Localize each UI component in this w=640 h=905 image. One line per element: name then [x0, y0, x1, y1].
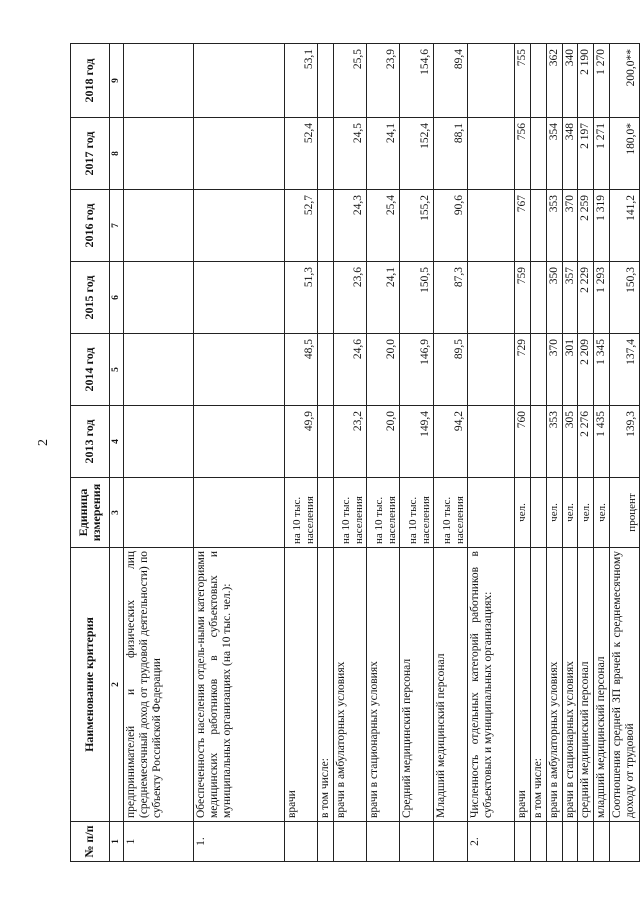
value-cell: 2 197 [578, 118, 594, 190]
row-number [594, 822, 610, 862]
value-cell: 25,5 [333, 44, 366, 118]
value-cell: 1 271 [594, 118, 610, 190]
value-cell: 767 [514, 190, 530, 262]
value-cell: 150,3 [610, 262, 640, 334]
value-cell [124, 406, 194, 478]
column-index: 7 [110, 190, 124, 262]
row-number [578, 822, 594, 862]
criterion-name: в том числе: [530, 548, 546, 822]
unit-cell: чел. [594, 478, 610, 548]
criterion-name: Соотношения средней ЗП врачей к среднемесячному доходу от трудовой [610, 548, 640, 822]
value-cell [467, 334, 514, 406]
value-cell: 20,0 [366, 406, 399, 478]
value-cell: 25,4 [366, 190, 399, 262]
criterion-name: врачи [514, 548, 530, 822]
value-cell [194, 262, 285, 334]
column-index: 2 [110, 548, 124, 822]
value-cell: 370 [562, 190, 578, 262]
value-cell [318, 44, 334, 118]
value-cell [318, 118, 334, 190]
value-cell: 1 345 [594, 334, 610, 406]
header-cell: 2013 год [71, 406, 110, 478]
row-number [433, 822, 467, 862]
value-cell [467, 262, 514, 334]
row-number [333, 822, 366, 862]
value-cell: 24,3 [333, 190, 366, 262]
value-cell: 354 [546, 118, 562, 190]
table-row [318, 44, 334, 862]
column-index: 5 [110, 334, 124, 406]
criterion-name: Младший медицинский персонал [433, 548, 467, 822]
table-row [124, 44, 194, 862]
header-cell: 2018 год [71, 44, 110, 118]
value-cell: 23,9 [366, 44, 399, 118]
value-cell: 20,0 [366, 334, 399, 406]
value-cell [124, 334, 194, 406]
criterion-name: Обеспеченность населения отдель-ными категориями медицинских работников в субъектовых и муниципальных организациях (на 10 тыс. чел.): [194, 548, 285, 822]
row-number [530, 822, 546, 862]
value-cell [530, 334, 546, 406]
value-cell: 305 [562, 406, 578, 478]
table-row [333, 44, 366, 862]
value-cell: 155,2 [399, 190, 433, 262]
header-cell: Наименование критерия [71, 548, 110, 822]
value-cell: 137,4 [610, 334, 640, 406]
value-cell: 756 [514, 118, 530, 190]
value-cell: 353 [546, 406, 562, 478]
row-number [399, 822, 433, 862]
header-cell: № п/п [71, 822, 110, 862]
value-cell: 353 [546, 190, 562, 262]
value-cell: 1 293 [594, 262, 610, 334]
value-cell [124, 190, 194, 262]
value-cell: 52,4 [285, 118, 318, 190]
header-row [71, 44, 110, 862]
value-cell: 94,2 [433, 406, 467, 478]
value-cell: 139,3 [610, 406, 640, 478]
value-cell [530, 118, 546, 190]
value-cell: 150,5 [399, 262, 433, 334]
value-cell: 180,0* [610, 118, 640, 190]
value-cell: 89,4 [433, 44, 467, 118]
value-cell: 759 [514, 262, 530, 334]
value-cell: 2 209 [578, 334, 594, 406]
column-index: 9 [110, 44, 124, 118]
row-number: 2. [467, 822, 514, 862]
value-cell: 348 [562, 118, 578, 190]
value-cell: 24,1 [366, 262, 399, 334]
table-row [285, 44, 318, 862]
value-cell: 89,5 [433, 334, 467, 406]
row-number [514, 822, 530, 862]
row-number [366, 822, 399, 862]
table-row [433, 44, 467, 862]
value-cell [194, 334, 285, 406]
value-cell: 1 270 [594, 44, 610, 118]
value-cell: 24,6 [333, 334, 366, 406]
table-row [194, 44, 285, 862]
value-cell: 1 435 [594, 406, 610, 478]
value-cell: 729 [514, 334, 530, 406]
row-number [285, 822, 318, 862]
value-cell: 154,6 [399, 44, 433, 118]
value-cell: 48,5 [285, 334, 318, 406]
table-row [366, 44, 399, 862]
unit-cell: на 10 тыс. населения [433, 478, 467, 548]
table-row [514, 44, 530, 862]
criterion-name: Средний медицинский персонал [399, 548, 433, 822]
value-cell: 51,3 [285, 262, 318, 334]
row-number: 1. [194, 822, 285, 862]
value-cell [124, 44, 194, 118]
unit-cell: чел. [578, 478, 594, 548]
value-cell [467, 190, 514, 262]
criterion-name: врачи в стационарных условиях [366, 548, 399, 822]
table-row [562, 44, 578, 862]
unit-cell: чел. [546, 478, 562, 548]
value-cell: 87,3 [433, 262, 467, 334]
criterion-name: врачи в амбулаторных условиях [546, 548, 562, 822]
unit-cell: на 10 тыс. населения [285, 478, 318, 548]
header-cell: Единица измерения [71, 478, 110, 548]
value-cell [467, 118, 514, 190]
value-cell: 2 190 [578, 44, 594, 118]
header-cell: 2016 год [71, 190, 110, 262]
value-cell: 52,7 [285, 190, 318, 262]
header-cell: 2014 год [71, 334, 110, 406]
value-cell: 88,1 [433, 118, 467, 190]
criterion-name: врачи в амбулаторных условиях [333, 548, 366, 822]
value-cell [318, 262, 334, 334]
unit-cell [124, 478, 194, 548]
value-cell: 24,1 [366, 118, 399, 190]
unit-cell: чел. [562, 478, 578, 548]
row-number [610, 822, 640, 862]
value-cell: 760 [514, 406, 530, 478]
unit-cell [530, 478, 546, 548]
value-cell: 755 [514, 44, 530, 118]
header-cell: 2017 год [71, 118, 110, 190]
unit-cell [318, 478, 334, 548]
criterion-name: в том числе: [318, 548, 334, 822]
value-cell [530, 44, 546, 118]
header-cell: 2015 год [71, 262, 110, 334]
criterion-name: врачи в стационарных условиях [562, 548, 578, 822]
value-cell: 370 [546, 334, 562, 406]
unit-cell: чел. [514, 478, 530, 548]
value-cell: 23,2 [333, 406, 366, 478]
value-cell [530, 262, 546, 334]
column-index: 6 [110, 262, 124, 334]
value-cell [318, 334, 334, 406]
page-number: 2 [36, 439, 51, 446]
value-cell [124, 118, 194, 190]
column-index: 8 [110, 118, 124, 190]
unit-cell: на 10 тыс. населения [366, 478, 399, 548]
value-cell [124, 262, 194, 334]
value-cell [318, 406, 334, 478]
value-cell: 24,5 [333, 118, 366, 190]
unit-cell: на 10 тыс. населения [333, 478, 366, 548]
value-cell: 90,6 [433, 190, 467, 262]
value-cell: 146,9 [399, 334, 433, 406]
row-number [546, 822, 562, 862]
value-cell [194, 118, 285, 190]
unit-cell [194, 478, 285, 548]
criterion-name: младший медицинский персонал [594, 548, 610, 822]
table-row [467, 44, 514, 862]
value-cell [194, 190, 285, 262]
value-cell [530, 406, 546, 478]
table-row [530, 44, 546, 862]
table-row [594, 44, 610, 862]
row-number [318, 822, 334, 862]
value-cell: 200,0** [610, 44, 640, 118]
criteria-table [70, 43, 640, 862]
table-row [610, 44, 640, 862]
table-row [546, 44, 562, 862]
criterion-name: предпринимателей и физических лиц (среднемесячный доход от трудовой деятельности) по субъекту Российской Федерации [124, 548, 194, 822]
value-cell: 2 229 [578, 262, 594, 334]
column-index: 3 [110, 478, 124, 548]
unit-cell: на 10 тыс. населения [399, 478, 433, 548]
row-number [562, 822, 578, 862]
value-cell: 340 [562, 44, 578, 118]
value-cell [467, 44, 514, 118]
row-number: 1 [124, 822, 194, 862]
unit-cell: процент [610, 478, 640, 548]
criterion-name: врачи [285, 548, 318, 822]
value-cell [467, 406, 514, 478]
column-index: 4 [110, 406, 124, 478]
table-body [124, 44, 640, 862]
value-cell: 301 [562, 334, 578, 406]
value-cell: 2 259 [578, 190, 594, 262]
value-cell [530, 190, 546, 262]
value-cell: 362 [546, 44, 562, 118]
value-cell: 357 [562, 262, 578, 334]
value-cell: 149,4 [399, 406, 433, 478]
value-cell [194, 406, 285, 478]
rotated-table-container [70, 44, 638, 862]
value-cell: 152,4 [399, 118, 433, 190]
value-cell: 53,1 [285, 44, 318, 118]
value-cell: 49,9 [285, 406, 318, 478]
unit-cell [467, 478, 514, 548]
value-cell: 2 276 [578, 406, 594, 478]
table-row [399, 44, 433, 862]
criterion-name: средний медицинский персонал [578, 548, 594, 822]
value-cell: 350 [546, 262, 562, 334]
value-cell: 1 319 [594, 190, 610, 262]
value-cell [318, 190, 334, 262]
column-index-row [110, 44, 124, 862]
value-cell: 23,6 [333, 262, 366, 334]
value-cell: 141,2 [610, 190, 640, 262]
column-index: 1 [110, 822, 124, 862]
table-row [578, 44, 594, 862]
criterion-name: Численность отдельных категорий работников в субъектовых и муниципальных организациях: [467, 548, 514, 822]
value-cell [194, 44, 285, 118]
